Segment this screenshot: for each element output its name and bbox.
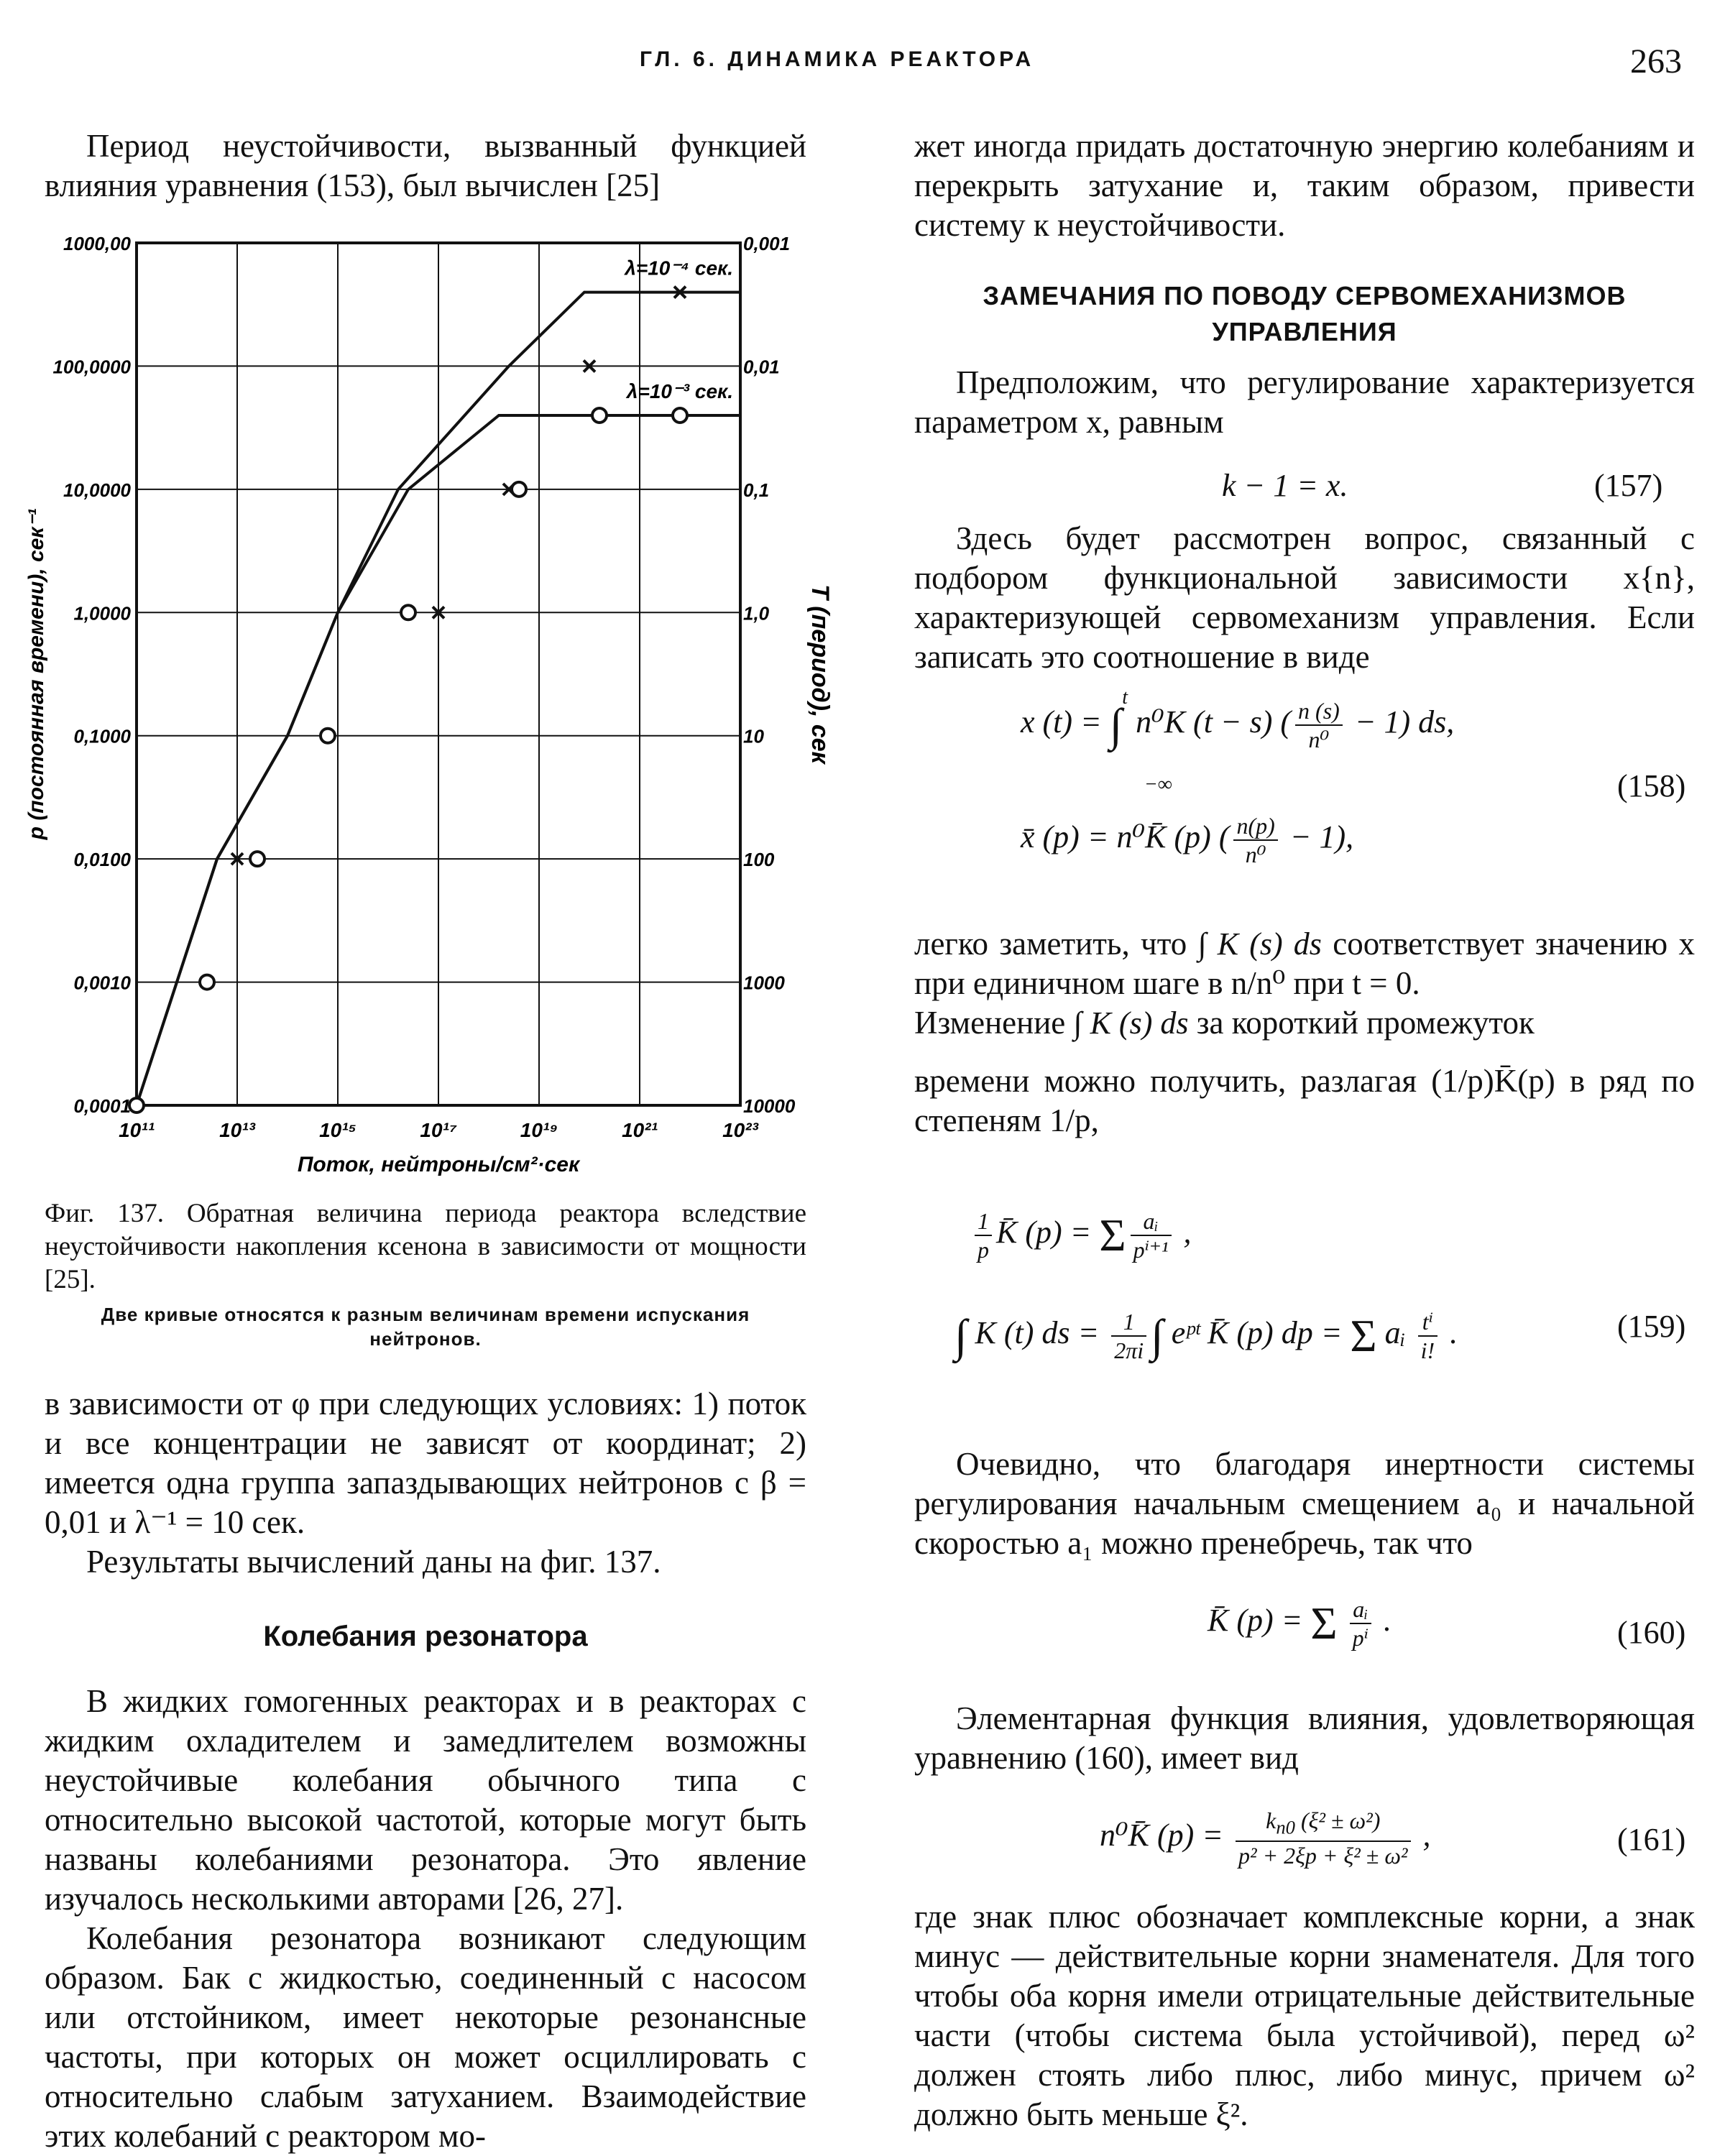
series-annotation-1: λ=10⁻³ сек. <box>626 380 733 402</box>
equation-158-line-1: x (t) = ∫$^t$ n⁰K (t − s) ( $\frac{n (s)}{\text{n⁰}}$ − 1) ds, <box>1021 686 1455 752</box>
right-top <box>914 126 1695 442</box>
after-caption-paragraph: в зависимости от φ при следующих условиях: 1) поток и все концентрации не зависят от координат; 2) имеется одна группа запаздывающих нейтронов с β = 0,01 и λ⁻¹ = 10 сек. <box>45 1386 806 1540</box>
y-left-axis-label: p (постоянная времени), сек⁻¹ <box>24 508 48 840</box>
y-left-tick-label: 0,0100 <box>73 849 131 871</box>
x-tick-label: 10²³ <box>722 1119 758 1141</box>
y-left-tick-label: 1000,00 <box>63 233 131 254</box>
x-tick-label: 10¹⁷ <box>420 1119 457 1141</box>
y-right-tick-label: 10 <box>743 725 764 747</box>
x-tick-label: 10¹⁹ <box>520 1119 558 1141</box>
servo-paragraph-2-wrap <box>914 519 1695 677</box>
equation-157-number: (157) <box>1594 468 1663 503</box>
x-tick-label: 10¹¹ <box>119 1119 155 1141</box>
y-left-tick-label: 1,0000 <box>73 602 131 625</box>
servo-paragraph-2: Здесь будет рассмотрен вопрос, связанный с подбором функциональной зависимости x{n}, характеризующей сервомеханизм управления. Если записать это соотношение в виде <box>914 520 1695 675</box>
y-right-tick-label: 0,1 <box>743 479 770 501</box>
equation-160-number: (160) <box>1617 1615 1686 1650</box>
page-number: 263 <box>1630 42 1682 80</box>
servo-paragraph-3: легко заметить, что ∫ K (s) ds соответствует значению x при единичном шаге в n/n⁰ при t = 0. Изменение ∫ K (s) ds за короткий промежуток времени можно получить, разлагая (1/p)K̄(p) в ряд по степеням 1/p, <box>914 926 1696 1138</box>
y-right-tick-label: 100 <box>743 849 775 871</box>
series-marker-circle <box>200 975 214 990</box>
y-left-tick-label: 10,0000 <box>63 479 131 501</box>
equation-161-number: (161) <box>1617 1822 1686 1857</box>
series-marker-circle <box>592 408 607 423</box>
equation-160: K̄ (p) = Σ $\frac{\text{aᵢ}}{\text{pⁱ}}$ . <box>1208 1596 1392 1651</box>
servo-paragraph-6: где знак плюс обозначает комплексные корни, а знак минус — действительные корни знаменателя. Для того чтобы оба корня имели отрицательные действительные части (чтобы система была устойчивой), перед ω² должен стоять либо плюс, либо минус, причем ω² должно быть меньше ξ². <box>914 1899 1695 2132</box>
y-right-tick-label: 0,001 <box>743 233 791 254</box>
y-left-tick-label: 0,0010 <box>73 972 131 994</box>
servo-paragraph-5-wrap <box>914 1699 1695 1778</box>
resonator-paragraph-2: Колебания резонатора возникают следующим образом. Бак с жидкостью, соединенный с насосом или отстойником, имеет некоторые резонансные частоты, при которых он может осциллировать с относительно слабым затуханием. Взаимодействие этих колебаний с реактором мо- <box>45 1920 806 2154</box>
series-marker-circle <box>321 729 335 743</box>
servo-paragraph-4-wrap <box>914 1445 1695 1563</box>
figure-137-chart <box>22 229 834 1177</box>
y-right-tick-label: 1,0 <box>743 602 770 625</box>
x-tick-label: 10²¹ <box>622 1119 658 1141</box>
y-right-tick-label: 10000 <box>743 1095 796 1117</box>
figure-caption <box>45 1197 806 1351</box>
intro-paragraph: Период неустойчивости, вызванный функцией влияния уравнения (153), был вычислен [25] <box>45 128 806 203</box>
equation-159-line-1: $\frac{1}{p}$ K̄ (p) = Σ $\frac{\text{aᵢ}}{\text{pⁱ⁺¹}}$ , <box>970 1207 1192 1263</box>
series-marker-circle <box>401 605 415 619</box>
servo-paragraph-5: Элементарная функция влияния, удовлетворяющая уравнению (160), имеет вид <box>914 1700 1695 1776</box>
resonator-paragraph-1: В жидких гомогенных реакторах и в реакторах с жидким охладителем и замедлителем возможны неустойчивые колебания обычного типа с относительно высокой частотой, которые могут быть названы колебаниями резонатора. Это явление изучалось несколькими авторами [26, 27]. <box>45 1683 806 1917</box>
caption-main: Фиг. 137. Обратная величина периода реактора вследствие неустойчивости накопления ксенона в зависимости от мощности [25]. <box>45 1199 806 1294</box>
section-heading-servo: ЗАМЕЧАНИЯ ПО ПОВОДУ СЕРВОМЕХАНИЗМОВ УПРАВЛЕНИЯ <box>983 281 1627 346</box>
equation-157: k − 1 = x. <box>1222 468 1348 503</box>
x-axis-label: Поток, нейтроны/см²·сек <box>297 1153 580 1176</box>
servo-paragraph-1: Предположим, что регулирование характеризуется параметром x, равным <box>914 364 1695 440</box>
equation-158-number: (158) <box>1617 768 1686 803</box>
y-left-tick-label: 0,0001 <box>73 1095 131 1117</box>
series-annotation-0: λ=10⁻⁴ сек. <box>625 257 733 280</box>
left-intro <box>45 126 806 206</box>
y-left-tick-label: 100,0000 <box>52 356 131 378</box>
equation-158-line-2: x̄ (p) = n⁰K̄ (p) ( $\frac{n(p)}{\text{n⁰}}$ − 1), <box>1021 813 1354 867</box>
chart-svg <box>22 229 834 1177</box>
x-tick-label: 10¹³ <box>219 1119 255 1141</box>
running-title: ГЛ. 6. ДИНАМИКА РЕАКТОРА <box>640 47 1035 71</box>
y-right-axis-label: T (период), сек <box>806 584 834 764</box>
equation-158-limit: −∞ <box>1144 773 1172 796</box>
left-body <box>45 1384 806 2156</box>
series-marker-circle <box>673 408 687 423</box>
series-marker-circle <box>129 1098 144 1112</box>
section-heading-resonator: Колебания резонатора <box>263 1621 588 1652</box>
results-paragraph: Результаты вычислений даны на фиг. 137. <box>86 1544 661 1580</box>
series-marker-circle <box>512 482 526 497</box>
chart-grid <box>137 243 740 1105</box>
chart-series <box>129 287 740 1112</box>
page-header <box>0 42 1725 85</box>
series-marker-circle <box>250 852 264 866</box>
caption-note: Две кривые относятся к разным величинам времени испускания нейтронов. <box>101 1304 750 1350</box>
servo-paragraph-6-wrap <box>914 1897 1695 2134</box>
continuation-paragraph: жет иногда придать достаточную энергию колебаниям и перекрыть затухание и, таким образом, привести систему к неустойчивости. <box>914 128 1695 243</box>
y-right-tick-label: 0,01 <box>743 356 780 378</box>
chart-labels <box>24 233 834 1176</box>
y-right-tick-label: 1000 <box>743 972 785 994</box>
servo-paragraph-4: Очевидно, что благодаря инертности системы регулирования начальным смещением a₀ и начальной скоростью a₁ можно пренебречь, так что <box>914 1446 1695 1561</box>
x-tick-label: 10¹⁵ <box>319 1119 356 1141</box>
equation-159-number: (159) <box>1617 1309 1686 1344</box>
equation-159-line-2: ∫ K (t) ds = $\frac{1}{2\pi i}$ ∫ eᵖᵗ K̄ (p) dp = Σ aᵢ $\frac{\text{tⁱ}}{i!}$ . <box>954 1309 1458 1363</box>
equation-161: n⁰K̄ (p) = $\frac{k_{n0} (\xi^2 \pm \omega^2)}{\text{p² + 2ξp + ξ² ± ω²}}$ , <box>1100 1807 1431 1869</box>
y-left-tick-label: 0,1000 <box>73 725 131 747</box>
